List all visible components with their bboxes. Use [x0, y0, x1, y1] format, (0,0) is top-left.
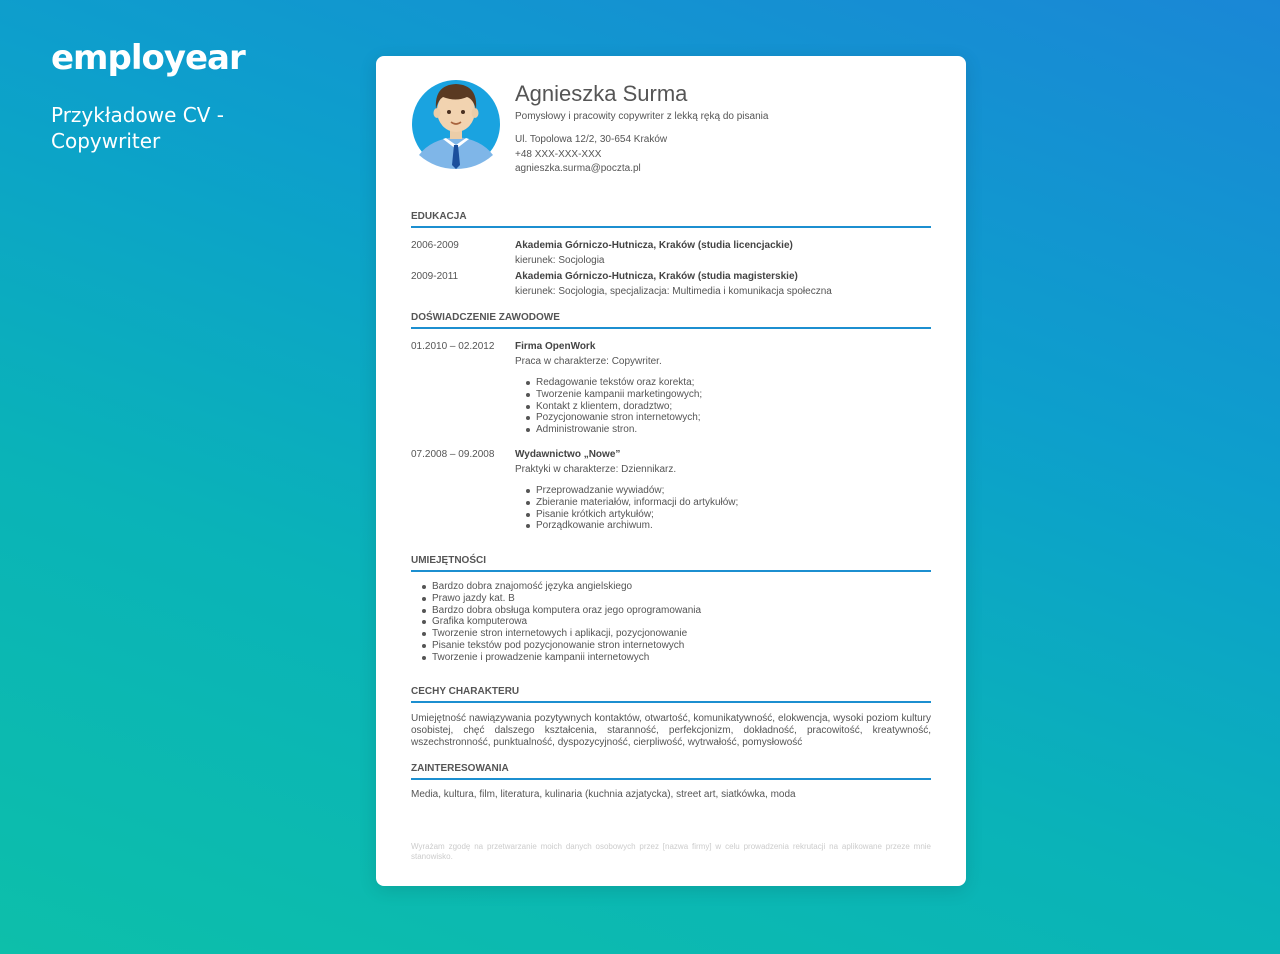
avatar [411, 75, 501, 171]
education-dates: 2009-2011 [411, 271, 459, 282]
section-title-education: EDUKACJA [411, 211, 931, 228]
list-item: Grafika komputerowa [411, 616, 701, 628]
interests-text: Media, kultura, film, literatura, kulinaria (kuchnia azjatycka), street art, siatkówka, moda [411, 789, 796, 800]
education-entry [515, 239, 935, 268]
traits-text: Umiejętność nawiązywania pozytywnych kontaktów, otwartość, komunikatywność, elokwencja, wysoki poziom kultury osobistej, chęć dalszego kształcenia, staranność, perfekcjonizm, dokładność, pracowitość, kreatywność, wszechstronność, punktualność, dyspozycyjność, cierpliwość, wytrwałość, pomysłowość [411, 713, 931, 748]
education-school: Akademia Górniczo-Hutnicza, Kraków (studia magisterskie) [515, 271, 798, 282]
cv-document [376, 56, 966, 886]
job-duties-list [515, 377, 702, 436]
job-entry [515, 448, 935, 477]
contact-phone: +48 XXX-XXX-XXX [515, 148, 602, 160]
section-title-skills: UMIEJĘTNOŚCI [411, 555, 931, 572]
job-company: Firma OpenWork [515, 341, 596, 352]
list-item: Pisanie tekstów pod pozycjonowanie stron internetowych [411, 640, 701, 652]
cv-tagline: Pomysłowy i pracowity copywriter z lekką ręką do pisania [515, 111, 769, 122]
education-detail: kierunek: Socjologia, specjalizacja: Multimedia i komunikacja społeczna [515, 285, 832, 297]
list-item: Prawo jazdy kat. B [411, 593, 701, 605]
list-item: Pisanie krótkich artykułów; [515, 509, 738, 521]
list-item: Bardzo dobra znajomość języka angielskiego [411, 581, 701, 593]
contact-email[interactable]: agnieszka.surma@poczta.pl [515, 163, 641, 174]
list-item: Tworzenie kampanii marketingowych; [515, 389, 702, 401]
list-item: Bardzo dobra obsługa komputera oraz jego oprogramowania [411, 605, 701, 617]
list-item: Administrowanie stron. [515, 424, 702, 436]
list-item: Redagowanie tekstów oraz korekta; [515, 377, 702, 389]
list-item: Pozycjonowanie stron internetowych; [515, 412, 702, 424]
job-dates: 07.2008 – 09.2008 [411, 449, 495, 460]
job-dates: 01.2010 – 02.2012 [411, 341, 495, 352]
list-item: Kontakt z klientem, doradztwo; [515, 401, 702, 413]
contact-address: Ul. Topolowa 12/2, 30-654 Kraków [515, 134, 668, 145]
section-title-experience: DOŚWIADCZENIE ZAWODOWE [411, 312, 931, 329]
list-item: Tworzenie stron internetowych i aplikacji, pozycjonowanie [411, 628, 701, 640]
list-item: Przeprowadzanie wywiadów; [515, 485, 738, 497]
consent-clause: Wyrażam zgodę na przetwarzanie moich danych osobowych przez [nazwa firmy] w celu prowadzenia rekrutacji na aplikowane przeze mnie stanowisko. [411, 842, 931, 861]
job-company: Wydawnictwo „Nowe” [515, 449, 621, 460]
list-item: Tworzenie i prowadzenie kampanii internetowych [411, 652, 701, 664]
job-role: Praktyki w charakterze: Dziennikarz. [515, 463, 677, 475]
contact-info [515, 133, 667, 177]
job-entry [515, 340, 935, 369]
section-title-interests: ZAINTERESOWANIA [411, 763, 931, 780]
job-duties-list [515, 485, 738, 532]
employear-logo[interactable]: employear [51, 38, 245, 78]
section-title-traits: CECHY CHARAKTERU [411, 686, 931, 703]
list-item: Zbieranie materiałów, informacji do artykułów; [515, 497, 738, 509]
job-role: Praca w charakterze: Copywriter. [515, 355, 662, 367]
skills-list [411, 581, 701, 664]
page-subtitle: Przykładowe CV - Copywriter [51, 103, 224, 153]
education-entry [515, 270, 935, 299]
list-item: Porządkowanie archiwum. [515, 520, 738, 532]
education-school: Akademia Górniczo-Hutnicza, Kraków (studia licencjackie) [515, 240, 793, 251]
education-dates: 2006-2009 [411, 240, 459, 251]
cv-name: Agnieszka Surma [515, 81, 688, 106]
education-detail: kierunek: Socjologia [515, 254, 605, 266]
